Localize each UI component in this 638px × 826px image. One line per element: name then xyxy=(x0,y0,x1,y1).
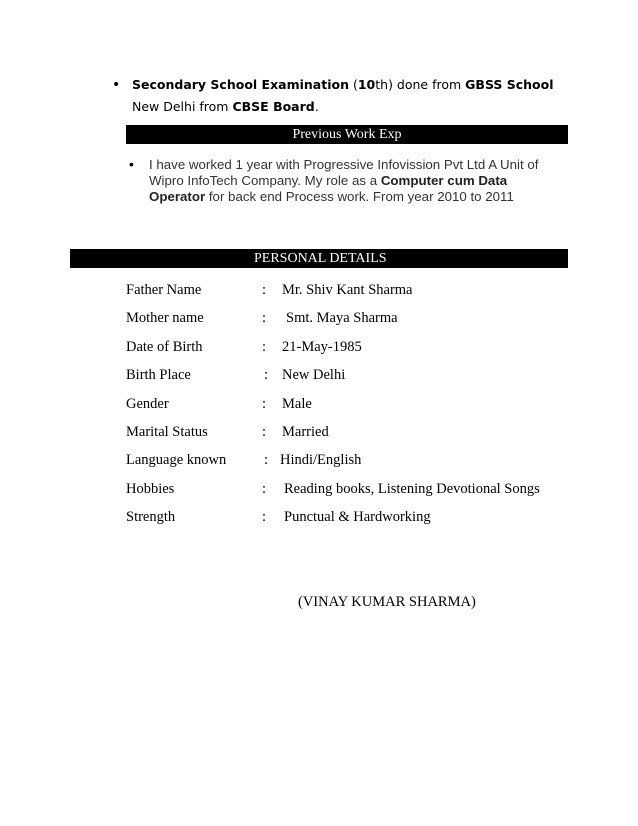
detail-row-gender xyxy=(126,394,566,422)
education-segment: Secondary School Examination xyxy=(132,77,349,92)
signature-name: (VINAY KUMAR SHARMA) xyxy=(298,594,476,610)
detail-label: Marital Status xyxy=(126,423,208,440)
work-text-after: for back end Process work. From year 2010 to 2011 xyxy=(205,189,514,204)
detail-value: Married xyxy=(282,423,329,440)
detail-label: Hobbies xyxy=(126,480,175,497)
detail-row-father-name xyxy=(126,280,566,308)
education-segment: 10 xyxy=(357,77,376,92)
detail-separator: : xyxy=(264,452,269,469)
detail-separator: : xyxy=(262,310,267,327)
detail-label: Mother name xyxy=(126,310,204,327)
detail-value: 21-May-1985 xyxy=(282,338,362,355)
detail-value: Mr. Shiv Kant Sharma xyxy=(282,282,413,298)
detail-label: Strength xyxy=(126,509,176,526)
education-segment: GBSS School xyxy=(465,77,554,92)
education-segment: CBSE Board xyxy=(232,99,315,114)
detail-separator: : xyxy=(264,367,269,384)
bullet-icon: • xyxy=(112,77,121,93)
personal-section-title: PERSONAL DETAILS xyxy=(254,251,387,266)
detail-value: New Delhi xyxy=(282,367,346,384)
personal-section-header xyxy=(70,249,568,268)
detail-value: Hindi/English xyxy=(280,452,362,469)
detail-separator: : xyxy=(262,423,267,440)
detail-separator: : xyxy=(262,480,267,497)
detail-value: Male xyxy=(282,395,312,412)
detail-value: Reading books, Listening Devotional Songs xyxy=(284,480,540,497)
detail-label: Date of Birth xyxy=(126,338,203,355)
detail-value: Smt. Maya Sharma xyxy=(286,310,398,327)
work-text-role: Computer cum Data Operator xyxy=(149,173,508,204)
education-segment: New Delhi from xyxy=(132,99,233,114)
education-segment: th) done from xyxy=(375,77,466,92)
education-segment: . xyxy=(314,99,319,114)
work-section-title: Previous Work Exp xyxy=(292,127,402,142)
detail-separator: : xyxy=(262,395,267,412)
detail-separator: : xyxy=(262,509,267,526)
detail-separator: : xyxy=(262,338,267,355)
detail-label: Birth Place xyxy=(126,367,191,384)
detail-label: Gender xyxy=(126,395,169,412)
education-segment: ( xyxy=(348,77,358,92)
education-text xyxy=(132,77,554,114)
work-text-before: I have worked 1 year with Progressive Infovission Pvt Ltd A Unit of Wipro InfoTech Company. My role as a xyxy=(149,157,539,188)
bullet-icon: • xyxy=(129,156,134,172)
detail-label: Language known xyxy=(126,452,227,469)
detail-label: Father Name xyxy=(126,282,202,298)
detail-row-marital-status xyxy=(126,422,566,450)
work-section-header xyxy=(126,125,568,144)
detail-separator: : xyxy=(262,282,267,298)
detail-row-strength xyxy=(126,507,566,535)
detail-row-birth-place xyxy=(126,365,566,393)
detail-row-hobbies xyxy=(126,479,566,507)
detail-row-mother-name xyxy=(126,308,566,336)
education-list-item xyxy=(112,74,572,118)
personal-details-table xyxy=(126,280,566,536)
detail-row-language-known xyxy=(126,450,566,478)
work-list-item xyxy=(129,156,564,205)
detail-row-date-of-birth xyxy=(126,337,566,365)
detail-value: Punctual & Hardworking xyxy=(284,509,431,526)
